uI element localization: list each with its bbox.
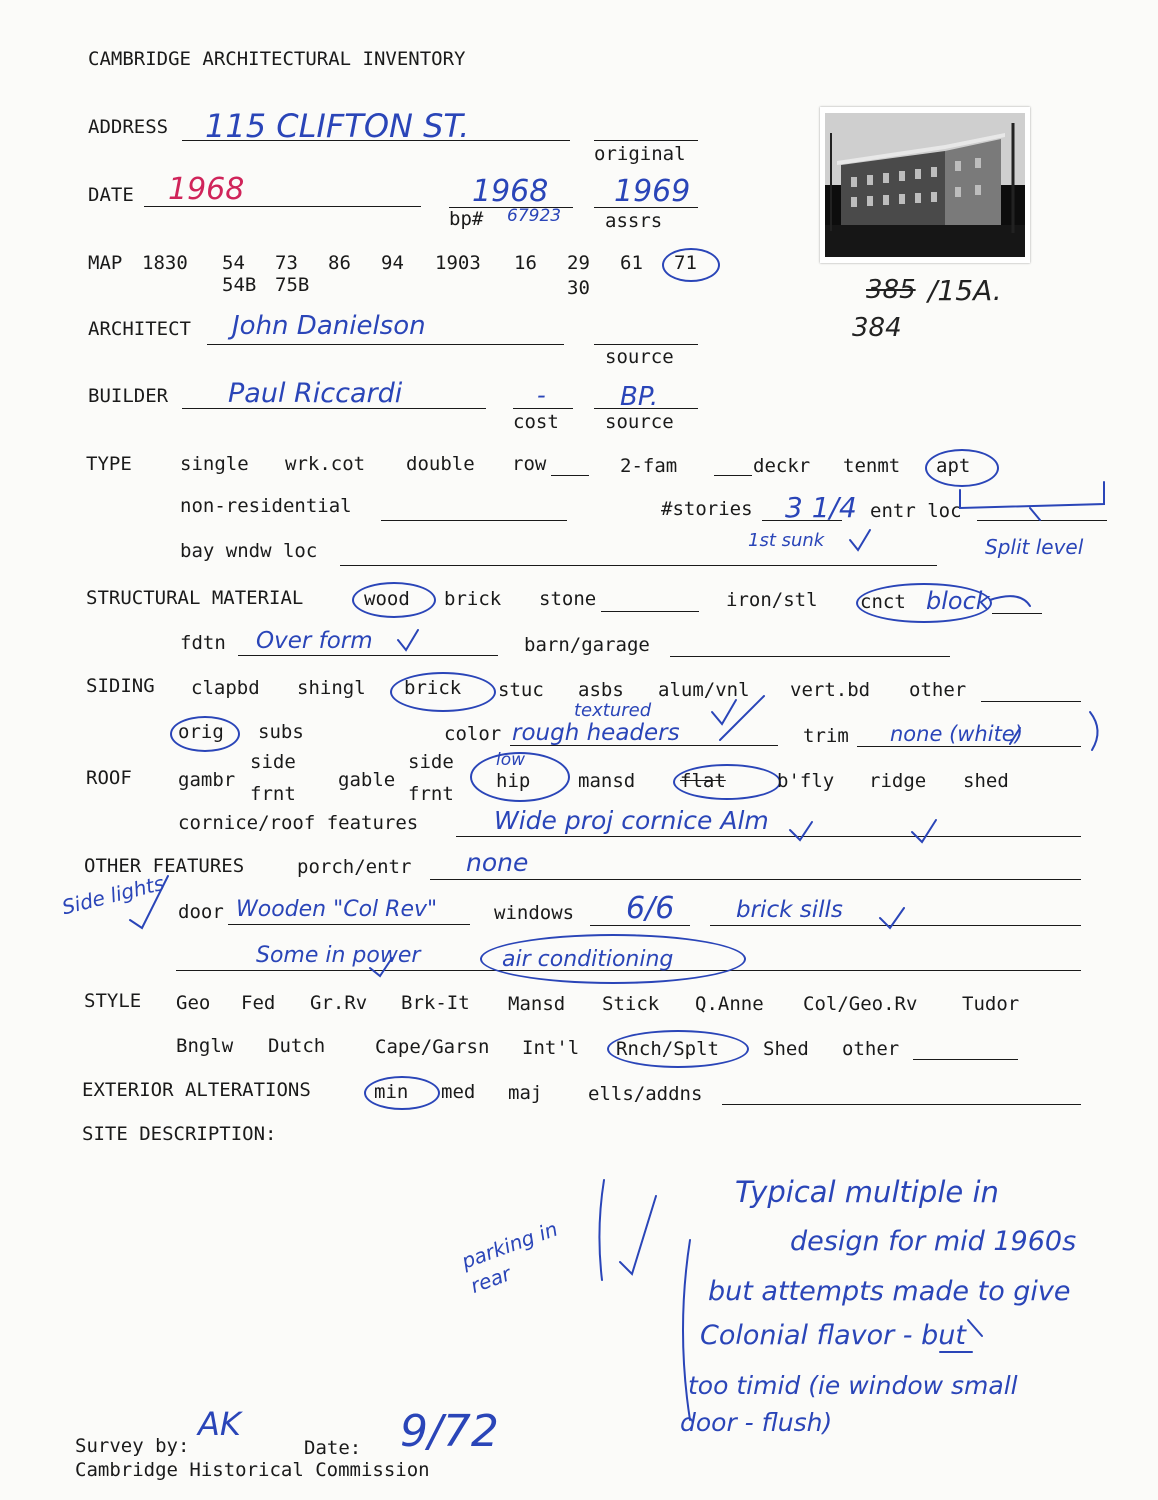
- bracket-mark: [1090, 712, 1098, 750]
- check-mark: [912, 820, 936, 842]
- roof-option: side: [250, 751, 296, 773]
- roof-label: ROOF: [86, 767, 132, 789]
- check-mark: [398, 630, 418, 650]
- site-note-line: but attempts made to give: [708, 1276, 1071, 1307]
- style-option: Brk-It: [401, 992, 470, 1014]
- entr-label: entr loc: [870, 500, 962, 522]
- type-option: single: [180, 453, 249, 475]
- stories-label: #stories: [661, 498, 753, 520]
- stories-note: 1st sunk: [748, 530, 825, 551]
- map-year: 1830: [142, 252, 188, 274]
- footer-date-label: Date:: [304, 1437, 362, 1459]
- entr-tick-mark: [1030, 508, 1040, 520]
- door-value: Wooden "Col Rev": [236, 897, 438, 922]
- exterior-label: EXTERIOR ALTERATIONS: [82, 1079, 311, 1101]
- footer-date-value: 9/72: [400, 1406, 499, 1457]
- trim-value: none (white): [890, 722, 1023, 746]
- roof-option: mansd: [578, 770, 636, 792]
- map-label: MAP: [88, 252, 123, 274]
- siding-option: stuc: [498, 679, 544, 701]
- assrs-label: assrs: [605, 210, 663, 232]
- address-label: ADDRESS: [88, 116, 169, 138]
- site-label: SITE DESCRIPTION:: [82, 1123, 277, 1145]
- check-mark: [790, 822, 812, 840]
- color-note: textured: [574, 700, 652, 721]
- map-year: 30: [567, 277, 590, 299]
- site-note-line: Typical multiple in: [735, 1175, 999, 1209]
- side-lights-check-mark: [130, 876, 168, 928]
- cornice-label: cornice/roof features: [178, 812, 419, 834]
- windows-note: brick sills: [736, 897, 843, 923]
- roof-option: frnt: [408, 783, 454, 805]
- stories-value: 3 1/4: [785, 491, 857, 524]
- map-year: 54B: [222, 274, 257, 296]
- porch-label: porch/entr: [297, 856, 412, 878]
- address-value: 115 CLIFTON ST.: [205, 107, 470, 145]
- windows-value: 6/6: [626, 891, 675, 926]
- photo-ref-below: 384: [852, 313, 902, 343]
- siding-option-circled: brick: [404, 677, 462, 699]
- builder-label: BUILDER: [88, 385, 169, 407]
- style-option: Shed: [763, 1038, 809, 1060]
- style-option: Dutch: [268, 1035, 326, 1057]
- type-option: wrk.cot: [285, 453, 366, 475]
- cost-label: cost: [513, 411, 559, 433]
- site-note-line: too timid (ie window small: [688, 1371, 1018, 1400]
- date-label: DATE: [88, 184, 134, 206]
- door-label: door: [178, 901, 224, 923]
- architect-label: ARCHITECT: [88, 318, 191, 340]
- organization: Cambridge Historical Commission: [75, 1459, 430, 1481]
- siding-option: shingl: [297, 677, 366, 699]
- map-year: 75B: [275, 274, 310, 296]
- original-label: original: [594, 143, 686, 165]
- check-mark: [620, 1196, 656, 1274]
- architect-source-label: source: [605, 346, 674, 368]
- map-year: 73: [275, 252, 298, 274]
- photo-ref-value: /15A.: [928, 274, 1002, 307]
- check-mark: [850, 530, 870, 550]
- trim-label: trim: [803, 725, 849, 747]
- arrow-mark: [990, 596, 1030, 606]
- style-option-circled: Rnch/Splt: [616, 1038, 719, 1060]
- date-value: 1968: [168, 172, 245, 207]
- bp-year: 1968: [472, 174, 549, 209]
- cost-value: -: [537, 381, 546, 409]
- check-mark: [712, 700, 736, 724]
- style-option: Mansd: [508, 993, 566, 1015]
- survey-label: Survey by:: [75, 1435, 190, 1457]
- site-note-line: design for mid 1960s: [790, 1226, 1077, 1257]
- features-extra2: air conditioning: [502, 947, 674, 972]
- style-option: Stick: [602, 993, 660, 1015]
- siding-orig-circled: orig: [178, 721, 224, 743]
- map-year: 54: [222, 252, 245, 274]
- style-option: Col/Geo.Rv: [803, 993, 918, 1015]
- siding-option: other: [909, 679, 967, 701]
- siding-option: alum/vnl: [658, 679, 750, 701]
- map-year: 94: [381, 252, 404, 274]
- map-year: 16: [514, 252, 537, 274]
- entr-note: Split level: [985, 535, 1084, 559]
- side-lights-note: Side lights: [59, 870, 167, 920]
- exterior-option: ells/addns: [588, 1083, 703, 1105]
- style-option: Tudor: [962, 993, 1020, 1015]
- roof-option: frnt: [250, 783, 296, 805]
- style-option: Cape/Garsn: [375, 1036, 490, 1058]
- structural-option: stone: [539, 588, 597, 610]
- site-note-line: door - flush): [680, 1408, 833, 1437]
- features-extra1: Some in power: [256, 943, 421, 968]
- map-year: 86: [328, 252, 351, 274]
- type-option: deckr: [753, 455, 811, 477]
- roof-option-circled: hip: [496, 770, 531, 792]
- siding-subs: subs: [258, 721, 304, 743]
- exterior-option: med: [441, 1081, 476, 1103]
- survey-value: AK: [198, 1405, 241, 1443]
- style-option: Geo: [176, 992, 211, 1014]
- roof-option-crossed: flat: [680, 770, 726, 792]
- style-option: other: [842, 1038, 900, 1060]
- bp-number: 67923: [507, 206, 562, 226]
- type-label: TYPE: [86, 453, 132, 475]
- siding-option: clapbd: [191, 677, 260, 699]
- bay-label: bay wndw loc: [180, 540, 318, 562]
- crossout-mark: [968, 1320, 982, 1336]
- photo-ref-crossed: 385: [866, 275, 916, 305]
- bracket-mark: [599, 1180, 604, 1280]
- builder-value: Paul Riccardi: [228, 378, 403, 409]
- structural-label: STRUCTURAL MATERIAL: [86, 587, 304, 609]
- porch-value: none: [466, 848, 529, 877]
- style-option: Bnglw: [176, 1035, 234, 1057]
- windows-label: windows: [494, 902, 575, 924]
- roof-option: gambr: [178, 769, 236, 791]
- roof-option: ridge: [869, 770, 927, 792]
- parking-note: parking in rear: [458, 1216, 561, 1298]
- entr-bracket-mark: [960, 482, 1104, 508]
- map-year: 29: [567, 252, 590, 274]
- type-option: tenmt: [843, 455, 901, 477]
- other-features-label: OTHER FEATURES: [84, 855, 245, 877]
- map-year-circled: 71: [674, 252, 697, 274]
- style-option: Q.Anne: [695, 993, 764, 1015]
- bp-label: bp#: [449, 208, 484, 230]
- site-note-line: Colonial flavor - but: [700, 1320, 966, 1351]
- type-option: row: [512, 453, 547, 475]
- structural-option: iron/stl: [726, 589, 818, 611]
- roof-option: shed: [963, 770, 1009, 792]
- exterior-option-circled: min: [374, 1081, 409, 1103]
- color-value: rough headers: [512, 720, 680, 746]
- style-option: Int'l: [522, 1037, 580, 1059]
- roof-option: b'fly: [777, 770, 835, 792]
- hip-note: low: [496, 750, 526, 770]
- structural-option-circled: cnct: [860, 591, 906, 613]
- cornice-value: Wide proj cornice Alm: [494, 806, 769, 835]
- cnct-note: block: [926, 587, 990, 615]
- siding-option: vert.bd: [790, 679, 871, 701]
- style-label: STYLE: [84, 990, 142, 1012]
- type-option: 2-fam: [620, 455, 678, 477]
- type-option-circled: apt: [936, 455, 971, 477]
- style-option: Gr.Rv: [310, 992, 368, 1014]
- builder-source-value: BP.: [620, 382, 659, 412]
- check-mark: [370, 958, 392, 976]
- structural-option: brick: [444, 588, 502, 610]
- roof-option: side: [408, 751, 454, 773]
- structural-option-circled: wood: [364, 588, 410, 610]
- siding-option: asbs: [578, 679, 624, 701]
- type-option: double: [406, 453, 475, 475]
- roof-option: gable: [338, 769, 396, 791]
- siding-label: SIDING: [86, 675, 155, 697]
- form-title: CAMBRIDGE ARCHITECTURAL INVENTORY: [88, 48, 466, 70]
- bracket-mark: [683, 1240, 690, 1420]
- check-mark: [880, 908, 904, 928]
- style-option: Fed: [241, 992, 276, 1014]
- nonres-label: non-residential: [180, 495, 352, 517]
- color-label: color: [444, 723, 502, 745]
- check-mark: [1010, 728, 1020, 744]
- exterior-option: maj: [508, 1082, 543, 1104]
- fdtn-label: fdtn: [180, 632, 226, 654]
- assrs-year: 1969: [614, 174, 691, 209]
- architect-value: John Danielson: [232, 311, 426, 341]
- barn-label: barn/garage: [524, 634, 650, 656]
- map-year: 1903: [435, 252, 481, 274]
- map-year: 61: [620, 252, 643, 274]
- builder-source-label: source: [605, 411, 674, 433]
- fdtn-value: Over form: [256, 628, 373, 654]
